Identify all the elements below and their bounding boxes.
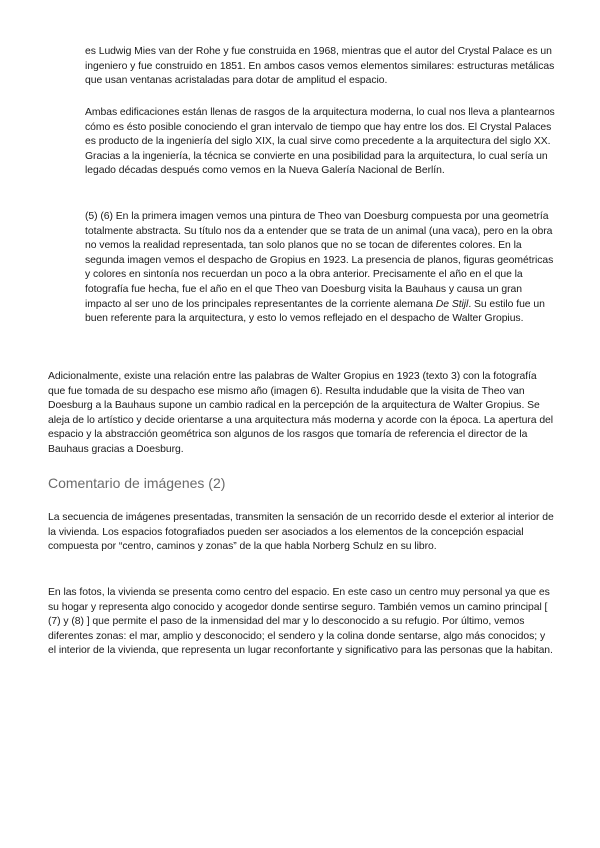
paragraph-doesburg-gropius — [85, 210, 555, 327]
paragraph-gropius-relation: Adicionalmente, existe una relación entre las palabras de Walter Gropius en 1923 (texto 3) con la fotografía que fue tomada de su despacho ese mismo año (imagen 6). Resulta indudable que la visita de Theo van Doesburg a la Bauhaus supone un cambio radical en la percepción de la arquitectura de Walter Gropius. Se aleja de lo artístico y decide orientarse a una arquitectura más moderna y acorde con la época. La apertura del espacio y la abstracción geométrica son algunos de los rasgos que tomaría de referencia el director de la Bauhaus gracias a Doesburg. — [48, 371, 554, 455]
paragraph-doesburg-text-end: . Su estilo fue un buen referente para la arquitectura, y esto lo vemos reflejado en el despacho de Walter Gropius. — [85, 298, 545, 325]
de-stijl-italic: De Stijl — [435, 298, 469, 310]
paragraph-mies-crystal-palace: es Ludwig Mies van der Rohe y fue construida en 1968, mientras que el autor del Crystal Palace es un ingeniero y fue construido en 1851. En ambos casos vemos elementos similares: estructuras metálicas que usan ventanas acristaladas para dotar de amplitud el espacio. — [85, 46, 555, 87]
paragraph-modern-architecture: Ambas edificaciones están llenas de rasgos de la arquitectura moderna, lo cual nos lleva a plantearnos cómo es ésto posible conociendo el gran intervalo de tiempo que hay entre los dos. El Crystal Palaces es producto de la ingeniería del siglo XIX, la cual sirve como precedente a la arquitectura del siglo XX. Gracias a la ingeniería, la técnica se convierte en una posibilidad para la arquitectura, lo cual sería un legado décadas después como vemos en la Nueva Galería Nacional de Berlín. — [85, 107, 555, 177]
paragraph-doesburg-text-start: (5) (6) En la primera imagen vemos una pintura de Theo van Doesburg compuesta por una geometría totalmente abstracta. Su título nos da a entender que se trata de un animal (una vaca), pero en la obra no vemos la realidad representada, tan solo planos que no se tocan de diferentes colores. En la segunda imagen vemos el despacho de Gropius en 1923. La presencia de planos, figuras geométricas y colores en sintonía nos recuerdan un poco a la obra anterior. Precisamente el año en el que la fotografía fue hecha, fue el año en el que Theo van Doesburg visita la Bauhaus y causa un gran impacto al ser uno de los principales representantes de la corriente alemana — [85, 211, 554, 310]
paragraph-image-sequence: La secuencia de imágenes presentadas, transmiten la sensación de un recorrido desde el exterior al interior de la vivienda. Los espacios fotografiados pueden ser asociados a los elementos de la concepción espacial compuesta por “centro, caminos y zonas” de la que habla Norberg Schulz en su libro. — [48, 512, 554, 553]
section-heading: Comentario de imágenes (2) — [48, 475, 226, 491]
paragraph-house-center: En las fotos, la vivienda se presenta como centro del espacio. En este caso un centro muy personal ya que es su hogar y representa algo conocido y acogedor donde sentirse seguro. También vemos un camino principal [ (7) y (8) ] que permite el paso de la inmensidad del mar y lo desconocido a su refugio. Por último, vemos diferentes zonas: el mar, amplio y desconocido; el sendero y la colina donde sentarse, algo más conocidos; y el interior de la vivienda, que representa un lugar reconfortante y significativo para las personas que la habitan. — [48, 587, 553, 657]
